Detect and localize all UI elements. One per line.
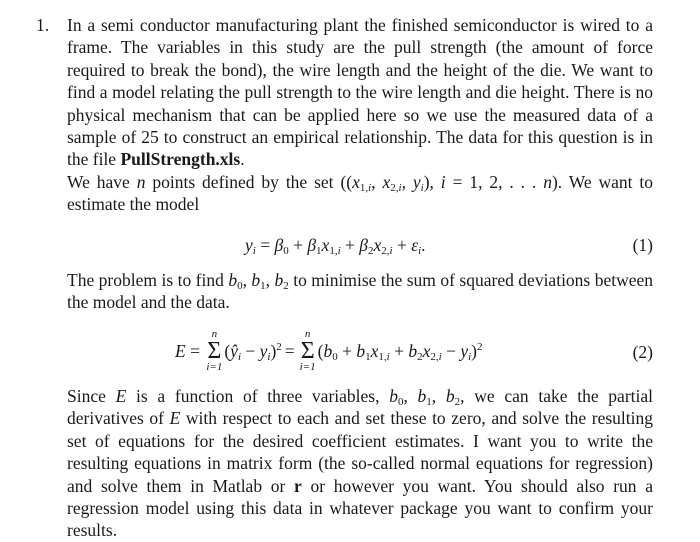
summation-1: n Σ i=1 xyxy=(206,328,223,373)
question-number: 1. xyxy=(36,15,50,35)
term-2: $(b_0 + b_1x_{1,i} + b_2x_{2,i} - y_i)^2$ xyxy=(317,340,483,363)
intro-text: In a semi conductor manufacturing plant the finished semiconductor is wired to a frame. The variables in this study are the pull strength (the amount of force required to break the bond), the wire length and the height of the die. We want to find a model relating the pull strength to the wire length and die height. There is no physical mechanism that can be applied here so we use the measured data of a sample of 25 to construct an empirical relationship. The data for this question is in the file xyxy=(67,15,653,170)
sse-equation: E = n Σ i=1 $(ŷ_i - y_i)^2$ = n Σ i=1 $(b_0 + b_1x_{1,i} + b_2x_{2,i} - y_i)^2$ xyxy=(175,328,483,373)
instr-text-c: , we can take the partial derivatives of xyxy=(67,386,653,429)
set-expression: (($x_{1,i}$, $x_{2,i}$, $y_i$), i = 1, 2, . . . n) xyxy=(340,171,558,194)
intro-period: . xyxy=(240,149,245,170)
points-text-a: We have xyxy=(67,171,137,192)
equation-number-2: (2) xyxy=(632,342,653,362)
coefficients: $b_0$, $b_1$, $b_2$ xyxy=(228,270,289,292)
data-filename: PullStrength.xls xyxy=(120,149,241,170)
n-variable: n xyxy=(136,171,146,192)
instr-text-b: is a function of three variables, xyxy=(126,386,390,406)
summation-2: n Σ i=1 xyxy=(299,328,316,373)
problem-text-a: The problem is to find xyxy=(67,270,229,290)
term-1: $(ŷ_i - y_i)^2$ xyxy=(224,340,282,363)
model-equation: $y_i = \beta_0 + \beta_1x_{1,i} + \beta_2x_{2,i} + \varepsilon_i$. xyxy=(245,235,426,257)
instr-text-e: or however you want. You should also run a regression model using this data in whatever package you want to confirm your results. xyxy=(67,475,653,541)
equation-number-1: (1) xyxy=(632,235,653,255)
e-variable-2: E xyxy=(169,408,181,429)
problem-text-b: to minimise the sum of squared deviations between the model and the data. xyxy=(67,270,654,313)
sum-upper: n xyxy=(211,328,218,340)
points-text-c: . We want to estimate the model xyxy=(67,171,654,215)
sum-lower-2: i=1 xyxy=(299,361,316,373)
coefficients-2: $b_0$, $b_1$, $b_2$ xyxy=(389,386,461,408)
question-paragraph-intro xyxy=(67,14,653,216)
e-symbol: E xyxy=(175,340,186,361)
instr-text-a: Since xyxy=(67,386,116,406)
instr-text-d: with respect to each and set these to zero, and solve the resulting set of equations for the desired coefficient estimates. I want you to write the resulting equations in matrix form (the so-called normal equations for regression) and solve them in Matlab or xyxy=(67,408,653,496)
sum-upper-2: n xyxy=(304,328,311,340)
question-paragraph-problem xyxy=(67,269,653,314)
points-text-b: points defined by the set xyxy=(145,171,341,192)
r-package: r xyxy=(294,475,302,496)
e-variable: E xyxy=(115,386,127,406)
question-paragraph-instructions xyxy=(67,385,653,542)
sum-lower: i=1 xyxy=(206,361,223,373)
